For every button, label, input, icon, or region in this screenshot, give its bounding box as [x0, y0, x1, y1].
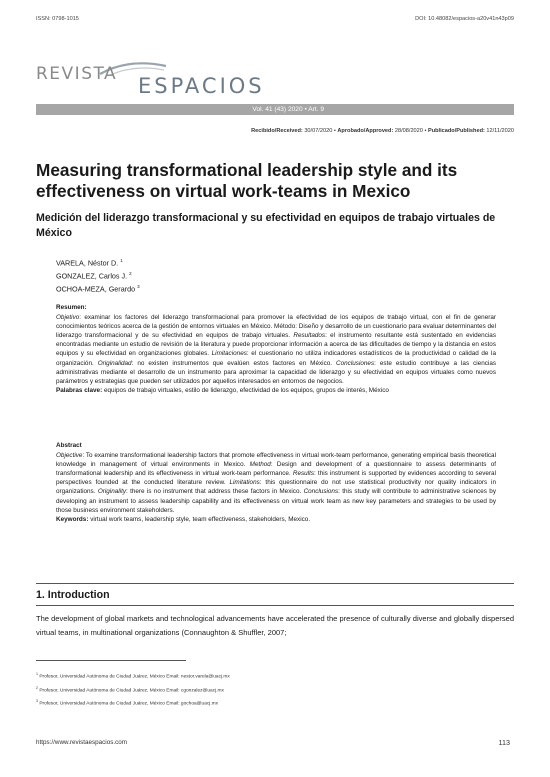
abstract-heading: Abstract [56, 442, 82, 449]
author-item [56, 282, 140, 295]
footnote-item: $^1$ Profesor, Universidad Autónoma de Ciudad Juárez, México Email: nestor.varela@uacj.mx [36, 672, 230, 680]
page-number: 113 [498, 738, 510, 747]
article-title-english: Measuring transformational leadership style and its effectiveness on virtual work-teams in Mexico [36, 160, 458, 201]
author-footnote-mark[interactable]: 3 [137, 283, 140, 289]
footnote-item: $^2$ Profesor, Universidad Autónoma de Ciudad Juárez, México Email: cgonzalez@uacj.mx [36, 685, 224, 694]
section-divider [36, 583, 514, 584]
journal-url-link[interactable]: https://www.revistaespacios.com [36, 739, 127, 746]
section-heading-introduction: 1. Introduction [36, 589, 110, 601]
abstract-keywords: Keywords: virtual work teams, leadership style, team effectiveness, stakeholders, Mexico. [56, 515, 311, 523]
author-name: VARELA, Néstor D. [56, 258, 119, 268]
approved-date: 28/08/2020 [394, 128, 423, 134]
resumen-text: Objetivo: examinar los factores del liderazgo transformacional para promover la efectividad de los equipos de trabajo virtual, con el fin de generar conocimientos teóricos acerca de la gestión de entornos virtuales en México. Método: Diseño y desarrollo de un cuestionario para evaluar determinantes del liderazgo transformacional y de su efectividad en equipos de trabajo virtuales. Resultados: el instrumento resultante está sustentado en evidencias encontradas mediante un estudio de revisión de la literatura y puede proporcionar información a acerca de las dificultades de tiempo y la distancia en estos equipos y su efectividad en organizaciones globales. Limitaciones: el cuestionario no utiliza indicadores estadísticos de la productividad o calidad de la organización. Originalidad: no existen instrumentos que evalúen estos factores en México. Conclusiones: este estudio contribuye a las ciencias administrativas mediante el desarrollo de un instrumento para aproximar la capacidad de liderazgo y su efectividad en equipos virtuales como nuevos parámetros y estrategias que pueden ser utilizados por aquellos interesados en entornos de negocios. [56, 314, 497, 385]
received-date: 30/07/2020 [304, 128, 333, 134]
author-footnote-mark[interactable]: 1 [120, 258, 123, 263]
author-footnote-mark[interactable]: 2 [129, 270, 132, 276]
introduction-paragraph: The development of global markets and technological advancements have accelerated the presence of culturally diverse and globally dispersed virtual teams, in multinational organizations (Connaughton & Shuffler, 2007; [36, 614, 514, 637]
published-date: 12/11/2020 [486, 128, 514, 134]
resumen-heading: Resumen: [56, 304, 87, 311]
published-label: Publicado/Published: [427, 128, 485, 134]
article-title-spanish: Medición del liderazgo transformacional y su efectividad en equipos de trabajo virtuales de México [36, 212, 496, 239]
volume-bar [36, 104, 514, 115]
received-label: Recibido/Received: [251, 128, 303, 134]
author-name: OCHOA-MEZA, Gerardo [56, 284, 136, 294]
author-list [56, 256, 140, 295]
abstract-text: Objective: To examine transformational leadership factors that promote effectiveness in virtual work-team performance, generating empirical basis theoretical knowledge in management of virtual environments in Mexico. Method: Design and development of a questionnaire to assess determinants of transformational leadership and its effectiveness in virtual work-team performance. Results: this instrument is supported by evidences according to several perspectives founded at the conducted literature review. Limitations: this questionnaire do not use statistical productivity nor quality indicators in organizations. Originality: there is no instrument that address these factors in Mexico. Conclusions: this study will contribute to administrative sciences by developing an instrument to assess leadership capability and its effectiveness on virtual work team as new key parameters and strategies to be used by those business environment stakeholders. [56, 452, 497, 514]
footnote-divider [36, 660, 186, 661]
logo-espacios-text: ESPACIOS [138, 74, 265, 98]
issn-label: ISSN: 0798-1015 [36, 16, 79, 22]
section-heading-underline [36, 605, 514, 606]
article-dates: Recibido/Received: 30/07/2020 • Aprobado/Approved: 28/08/2020 • Publicado/Published: 12/11/2020 [251, 128, 514, 134]
footnote-item: $^3$ Profesor, Universidad Autónoma de Ciudad Juárez, México Email: gochoa@uacj.mx [36, 699, 219, 707]
approved-label: Aprobado/Approved: [337, 128, 394, 134]
volume-text: Vol. 41 (43) 2020 • Art. 9 [252, 106, 324, 113]
author-name: GONZALEZ, Carlos J. [56, 271, 128, 281]
resumen-section [56, 303, 496, 395]
author-item [56, 256, 140, 269]
author-item [56, 269, 140, 282]
abstract-section [56, 441, 496, 524]
revista-espacios-logo [36, 52, 265, 98]
doi-label: DOI: 10.48082/espacios-a20v41n43p09 [415, 16, 514, 22]
footnote-list [36, 669, 230, 710]
resumen-keywords: Palabras clave: equipos de trabajo virtuales, estilo de liderazgo, efectividad de los equipos, grupos de interés, México [56, 386, 389, 394]
logo-revista-text: REVISTA [36, 64, 118, 84]
